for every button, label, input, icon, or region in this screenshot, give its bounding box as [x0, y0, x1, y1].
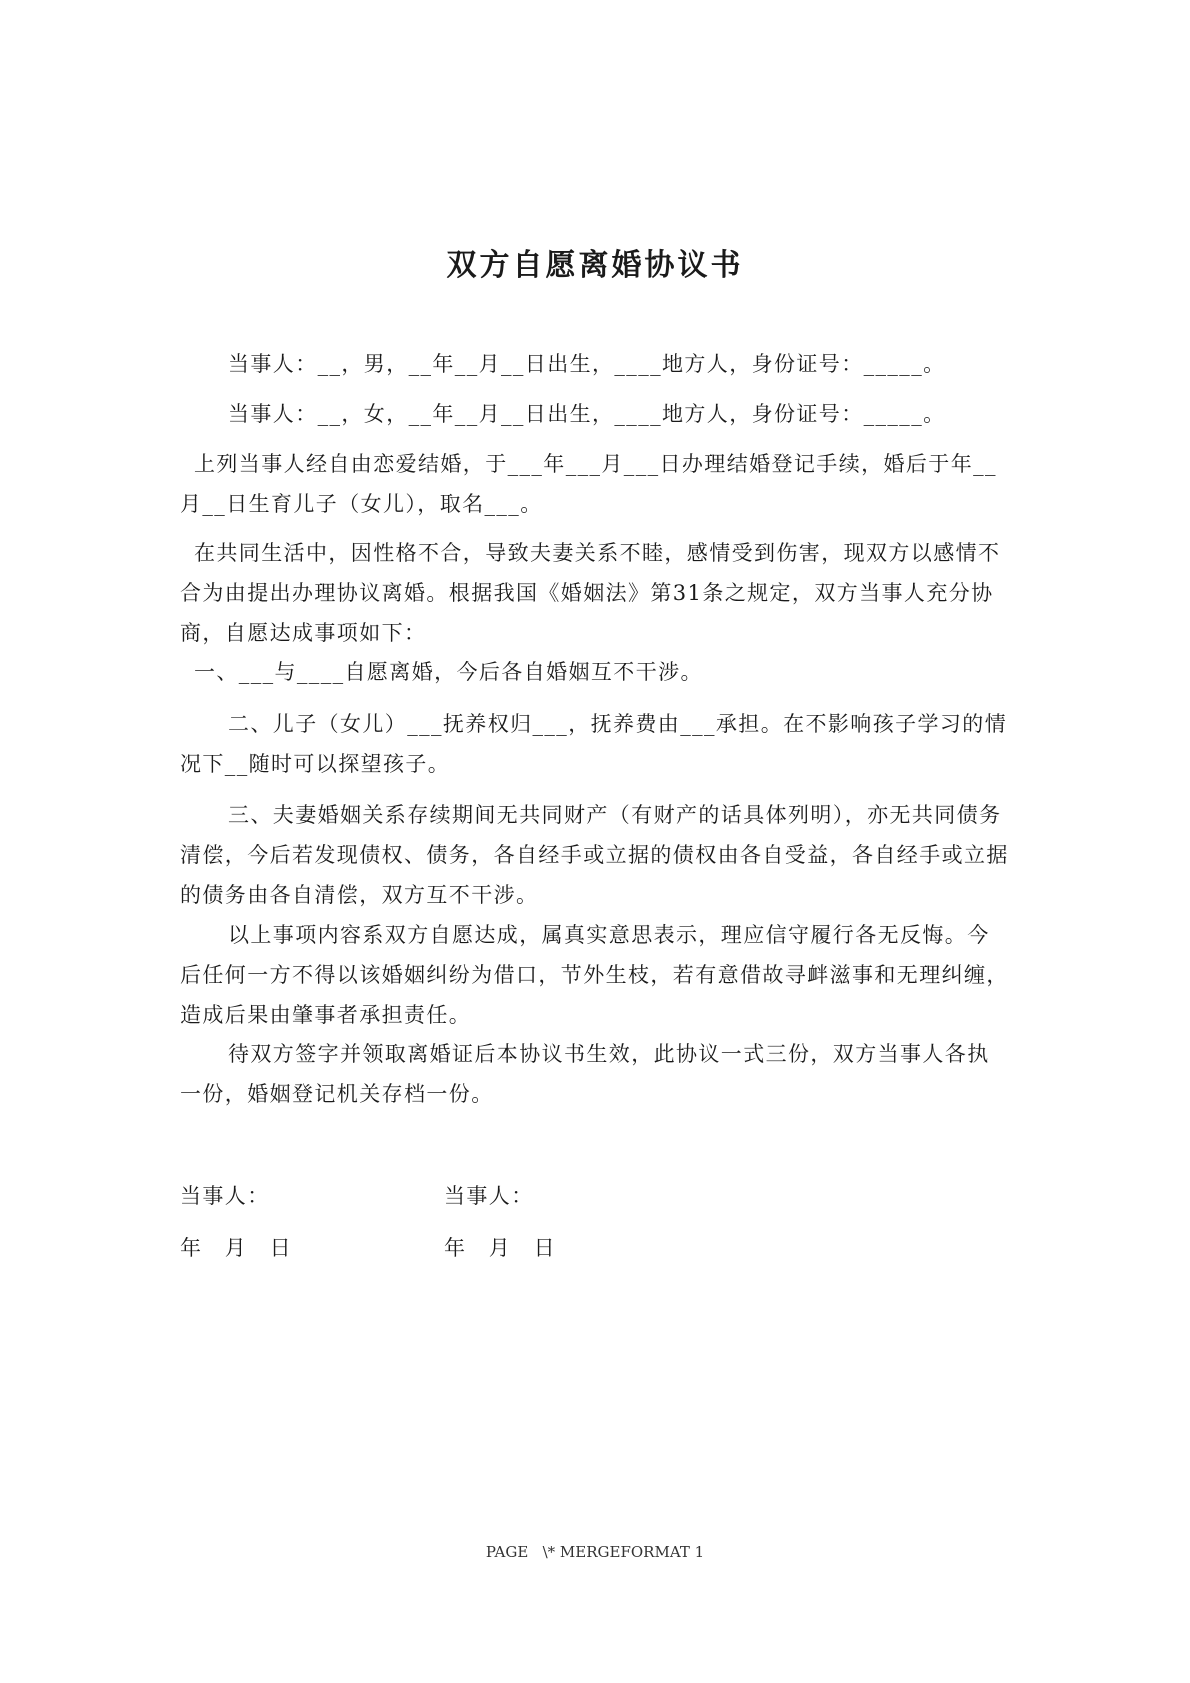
clause-two: 二、儿子（女儿）___抚养权归___，抚养费由___承担。在不影响孩子学习的情况下__随时可以探望孩子。 — [180, 712, 1008, 776]
marriage-info-paragraph: 上列当事人经自由恋爱结婚，于___年___月___日办理结婚登记手续，婚后于年__月__日生育儿子（女儿），取名___。 — [180, 452, 997, 516]
signature-right-date: 年 月 日 — [444, 1236, 556, 1260]
document-title: 双方自愿离婚协议书 — [446, 248, 744, 283]
commitment-paragraph: 以上事项内容系双方自愿达成，属真实意思表示，理应信守履行各无反悔。今后任何一方不得以该婚姻纠纷为借口，节外生枝，若有意借故寻衅滋事和无理纠缠，造成后果由肇事者承担责任。 — [180, 923, 1009, 1027]
signature-left-date: 年 月 日 — [180, 1236, 292, 1260]
clause-one: 一、___与____自愿离婚，今后各自婚姻互不干涉。 — [194, 660, 703, 684]
party-female-line: 当事人：__，女，__年__月__日出生，____地方人，身份证号：_____。 — [228, 402, 946, 426]
party-male-line: 当事人：__，男，__年__月__日出生，____地方人，身份证号：_____。 — [228, 352, 946, 376]
clause-three: 三、夫妻婚姻关系存续期间无共同财产（有财产的话具体列明），亦无共同债务清偿，今后若发现债权、债务，各自经手或立据的债权由各自受益，各自经手或立据的债务由各自清偿，双方互不干涉。 — [180, 803, 1009, 907]
effect-paragraph: 待双方签字并领取离婚证后本协议书生效，此协议一式三份，双方当事人各执一份，婚姻登记机关存档一份。 — [180, 1042, 990, 1106]
page-footer: PAGE \* MERGEFORMAT 1 — [485, 1543, 705, 1561]
signature-left-party: 当事人： — [180, 1184, 270, 1208]
signature-right-party: 当事人： — [444, 1184, 534, 1208]
divorce-reason-paragraph: 在共同生活中，因性格不合，导致夫妻关系不睦，感情受到伤害，现双方以感情不合为由提出办理协议离婚。根据我国《婚姻法》第31条之规定，双方当事人充分协商，自愿达成事项如下： — [180, 541, 1001, 645]
